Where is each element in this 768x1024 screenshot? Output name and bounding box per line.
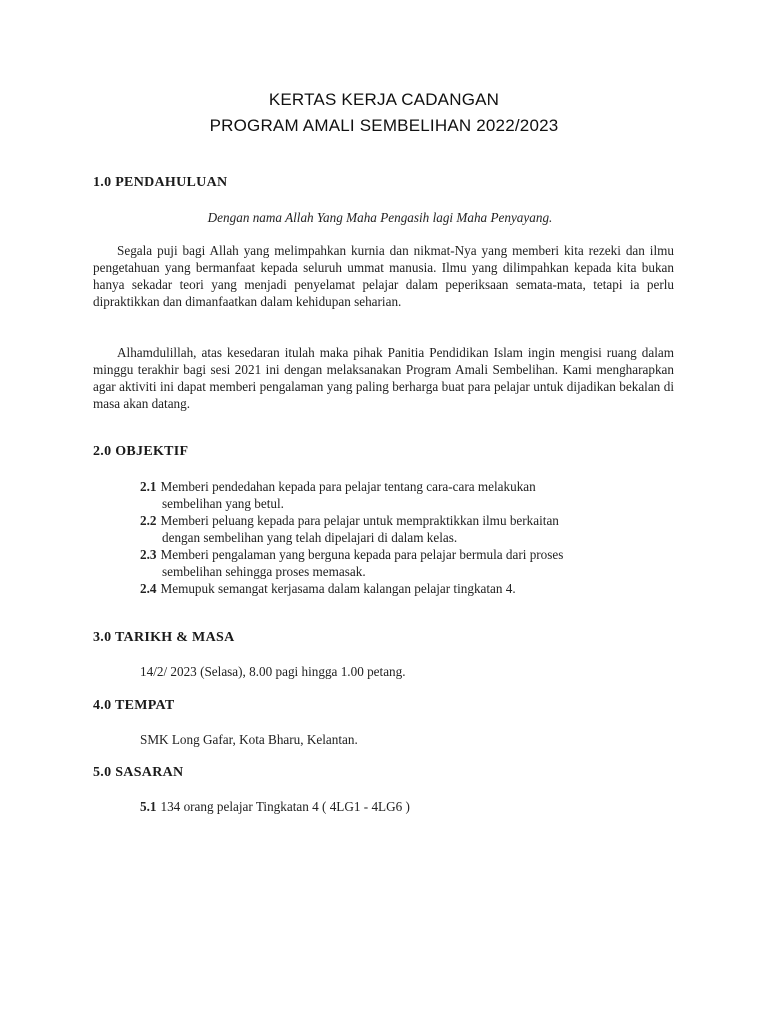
sasaran-item [140, 799, 410, 815]
sasaran-number: 5.1 [140, 799, 157, 814]
objective-item [140, 512, 660, 546]
pendahuluan-paragraph-2-text: Alhamdulillah, atas kesedaran itulah maka pihak Panitia Pendidikan Islam ingin mengisi ruang dalam minggu terakhir bagi sesi 2021 ini dengan melaksanakan Program Amali Sembelihan. Kami mengharapkan agar aktiviti ini dapat memberi pengalaman yang paling berharga buat para pelajar untuk dijadikan bekalan di masa akan datang. [93, 345, 674, 411]
objective-item [140, 546, 660, 580]
tarikh-text: 14/2/ 2023 (Selasa), 8.00 pagi hingga 1.00 petang. [140, 664, 406, 679]
section-heading-objektif: 2.0 OBJEKTIF [93, 444, 189, 459]
tempat-text: SMK Long Gafar, Kota Bharu, Kelantan. [140, 732, 358, 747]
objective-text-line2: dengan sembelihan yang telah dipelajari di dalam kelas. [162, 530, 458, 545]
sasaran-text: 134 orang pelajar Tingkatan 4 ( 4LG1 - 4LG6 ) [160, 799, 410, 814]
pendahuluan-paragraph-2 [93, 344, 674, 412]
objective-text-line1: Memberi pendedahan kepada para pelajar tentang cara-cara melakukan [160, 479, 536, 494]
objective-text-line1: Memupuk semangat kerjasama dalam kalangan pelajar tingkatan 4. [160, 581, 516, 596]
pendahuluan-paragraph-1 [93, 242, 674, 310]
document-title-line1: KERTAS KERJA CADANGAN [268, 90, 500, 109]
objective-number: 2.1 [140, 479, 157, 494]
bismillah-line: Dengan nama Allah Yang Maha Pengasih lagi Maha Penyayang. [207, 210, 553, 225]
section-heading-tarikh: 3.0 TARIKH & MASA [93, 630, 235, 645]
objective-text-line2: sembelihan yang betul. [162, 496, 284, 511]
section-heading-tempat: 4.0 TEMPAT [93, 698, 175, 713]
objective-item [140, 478, 660, 512]
pendahuluan-paragraph-1-text: Segala puji bagi Allah yang melimpahkan kurnia dan nikmat-Nya yang memberi kita rezeki dan ilmu pengetahuan yang bermanfaat kepada seluruh ummat manusia. Ilmu yang dilimpahkan kepada kita bukan hanya sekadar teori yang menjadi penyelamat pelajar dalam peperiksaan semata-mata, tetapi ia perlu dipraktikkan dan dimanfaatkan dalam kehidupan seharian. [93, 243, 674, 309]
objective-text-line2: sembelihan sehingga proses memasak. [162, 564, 366, 579]
objective-text-line1: Memberi pengalaman yang berguna kepada para pelajar bermula dari proses [160, 547, 564, 562]
objective-number: 2.4 [140, 581, 157, 596]
objective-text-line1: Memberi peluang kepada para pelajar untuk mempraktikkan ilmu berkaitan [160, 513, 559, 528]
section-heading-sasaran: 5.0 SASARAN [93, 765, 184, 780]
document-title-line2: PROGRAM AMALI SEMBELIHAN 2022/2023 [209, 116, 559, 135]
section-heading-pendahuluan: 1.0 PENDAHULUAN [93, 175, 228, 190]
objective-number: 2.2 [140, 513, 157, 528]
objective-number: 2.3 [140, 547, 157, 562]
objective-item [140, 580, 660, 597]
